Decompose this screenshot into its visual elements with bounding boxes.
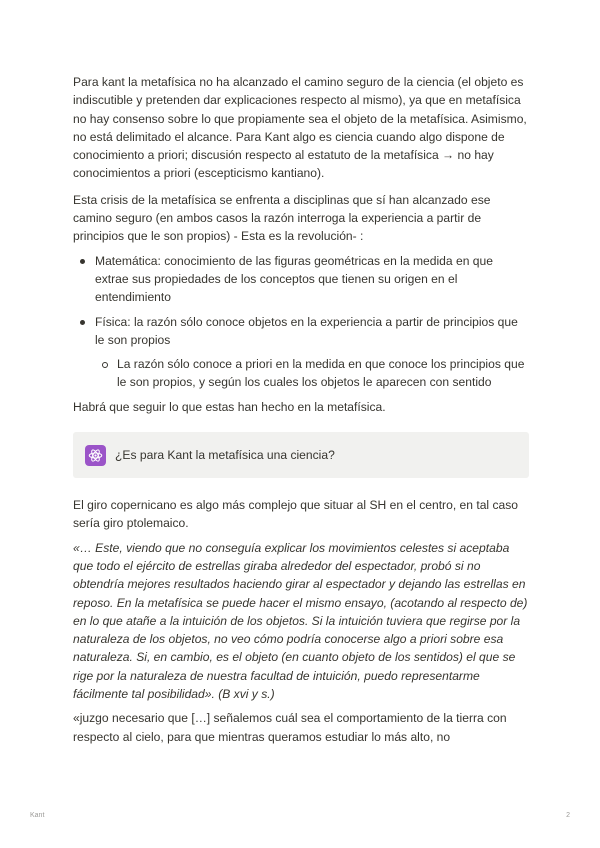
page-number: 2 — [566, 812, 570, 819]
list-item-text: Física: la razón sólo conoce objetos en la experiencia a partir de principios que le son propios — [95, 314, 518, 347]
nested-list-item — [95, 355, 529, 392]
list-item — [73, 252, 529, 307]
callout-text: ¿Es para Kant la metafísica una ciencia? — [115, 447, 335, 462]
last-paragraph: «juzgo necesario que […] señalemos cuál sea el comportamiento de la tierra con respecto al cielo, para que mientras queramos estudiar lo más alto, no — [73, 711, 507, 744]
callout-block — [73, 432, 529, 478]
nested-list-item-text: La razón sólo conoce a priori en la medida en que conoce los principios que le son propios, y según los cuales los objetos le aparecen con sentido — [117, 357, 525, 390]
list-item-text: Matemática: conocimiento de las figuras geométricas en la medida en que extrae sus propiedades de los conceptos que tienen su origen en el entendimiento — [95, 253, 493, 305]
atom-icon — [85, 445, 106, 466]
nested-list — [95, 355, 529, 392]
document-body — [73, 73, 529, 746]
giro-paragraph: El giro copernicano es algo más complejo que situar al SH en el centro, en tal caso sería giro ptolemaico. — [73, 498, 519, 531]
footer-title: Kant — [30, 812, 45, 819]
conclusion-paragraph: Habrá que seguir lo que estas han hecho en la metafísica. — [73, 399, 386, 414]
crisis-paragraph: Esta crisis de la metafísica se enfrenta a disciplinas que sí han alcanzado ese camino seguro (en ambos casos la razón interroga la experiencia a partir de principios que le son propios) - Esta es la revolución- : — [73, 192, 491, 244]
kant-quote: «… Este, viendo que no conseguía explicar los movimientos celestes si aceptaba que todo el ejército de estrellas giraba alrededor del espectador, probó si no obtendría mejores resultados haciendo girar al espectador y dejando las estrellas en reposo. En la metafísica se puede hacer el mismo ensayo, (acotando al respecto de) en lo que atañe a la intuición de los objetos. Si la intuición tuviera que regirse por la naturaleza de los objetos, no veo cómo podría conocerse algo a priori sobre esa naturaleza. Si, en cambio, es el objeto (en cuanto objeto de los sentidos) el que se rige por la naturaleza de nuestra facultad de intuición, puedo representarme fácilmente tal posibilidad». (B xvi y s.) — [73, 540, 528, 702]
intro-paragraph: Para kant la metafísica no ha alcanzado el camino seguro de la ciencia (el objeto es indiscutible y pretenden dar explicaciones respecto al mismo), ya que en metafísica no hay consenso sobre lo que propiamente sea el objeto de la metafísica. Asimismo, no está delimitado el alcance. Para Kant algo es ciencia cuando algo dispone de conocimiento a priori; discusión respecto al estatuto de la metafísica → no hay conocimientos a priori (escepticismo kantiano). — [73, 75, 527, 181]
list-item — [73, 313, 529, 392]
disciplines-list — [73, 252, 529, 392]
